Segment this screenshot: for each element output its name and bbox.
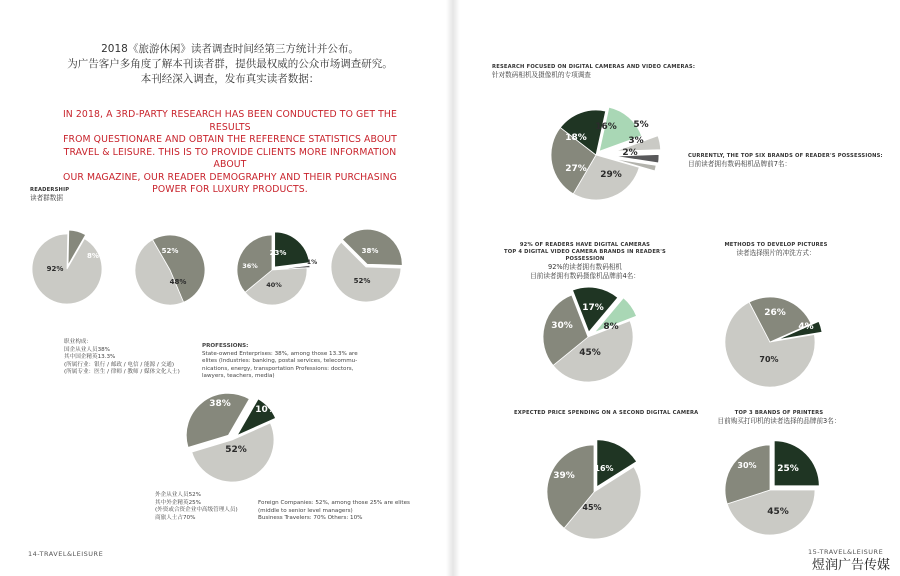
pie-slice-label: 45% — [767, 507, 789, 517]
pie-slice-label: 45% — [582, 503, 602, 512]
methods-title-en: METHODS TO DEVELOP PICTURES — [724, 242, 828, 248]
six-brands-title-zh: 目前读者拥有数码相机品牌前7名： — [688, 160, 792, 168]
pie-slice-label: 26% — [764, 308, 786, 318]
intro-en-line: FROM QUESTIONARE AND OBTAIN THE REFERENCE STATISTICS ABOUT — [63, 134, 397, 145]
pie-slice-label: 16% — [594, 464, 614, 473]
foreign-zh-line: 其中外企精英25% — [155, 499, 201, 506]
pie-slice-label: 2% — [622, 148, 638, 158]
pie-slice-label: 40% — [266, 281, 282, 289]
pie-printer-brands — [725, 441, 819, 535]
intro-en-line: OUR MAGAZINE, OUR READER DEMOGRAPHY AND THEIR PURCHASING — [63, 171, 397, 183]
pie-readership-4 — [331, 229, 402, 302]
intro-en-line: POWER FOR LUXURY PRODUCTS. — [152, 184, 308, 195]
pie-slice-label: 38% — [209, 399, 231, 409]
video-title-en: TOP 4 DIGITAL VIDEO CAMERA BRANDS IN READER'S POSSESSION — [504, 249, 666, 262]
foreign-zh-line: (外资或合资企业中高级管理人员) — [155, 507, 238, 514]
cameras-title-en: RESEARCH FOCUSED ON DIGITAL CAMERAS AND VIDEO CAMERAS: — [492, 64, 696, 70]
readership-title-zh: 读者群数据 — [30, 194, 63, 202]
pie-slice-label: 30% — [737, 461, 757, 470]
video-title-zh: 92%的读者拥有数码相机 — [548, 263, 622, 271]
pie-readership-3 — [237, 232, 317, 305]
video-title-en: 92% OF READERS HAVE DIGITAL CAMERAS — [519, 242, 651, 248]
pie-slice-label: 8% — [603, 322, 619, 332]
pie-develop-methods — [725, 297, 822, 387]
six-brands-title-en: CURRENTLY, THE TOP SIX BRANDS OF READER'S POSSESSIONS: — [688, 153, 883, 159]
foreign-en-line: Foreign Companies: 52%, among those 25% are elites — [258, 500, 410, 506]
pie-video-brands — [543, 287, 636, 382]
professions-line: nications, energy, transportation Professions: doctors, — [202, 365, 354, 372]
pie-slice-label: 70% — [759, 355, 779, 364]
pie-slice-label: 5% — [633, 120, 649, 130]
pie-slice-label: 48% — [169, 278, 187, 286]
pie-readership-1 — [32, 230, 102, 304]
pie-slice-label: 18% — [565, 133, 587, 143]
pie-slice-label: 10% — [255, 405, 277, 415]
intro-zh-line: 本刊经深入调查，发布真实读者数据： — [140, 73, 320, 85]
professions-line: lawyers, teachers, media) — [202, 373, 275, 380]
professions-line: State-owned Enterprises: 38%, among those 13.3% are — [202, 350, 358, 357]
footer-page-left: 14-TRAVEL&LEISURE — [28, 550, 104, 558]
cameras-title-zh: 针对数码相机及摄像机的专项调查 — [492, 71, 591, 79]
pie-slice-label: 36% — [242, 262, 258, 270]
pie-professions — [186, 393, 277, 482]
pie-slice-label: 4% — [798, 322, 814, 332]
pie-slice-label: 45% — [579, 348, 601, 358]
professions-line: elites (Industries: banking, postal services, telecommu- — [202, 358, 358, 365]
career-line: 其中国企精英13.3% — [64, 354, 116, 361]
intro-zh-line: 为广告客户多角度了解本刊读者群，提供最权威的公众市场调查研究。 — [67, 58, 393, 70]
video-title-zh: 目前读者拥有数码摄像机品牌前4名： — [530, 272, 640, 280]
pie-slice-label: 8% — [87, 252, 99, 260]
printers-title-zh: 目前购买打印机的读者选择的品牌前3名： — [717, 417, 841, 425]
pie-slice-label: 27% — [565, 164, 587, 174]
pie-slice-label: 17% — [582, 303, 604, 313]
pie-slice-label: 92% — [46, 265, 64, 273]
career-line: 国企从业人员38% — [64, 346, 110, 353]
pie-slice-label: 39% — [553, 471, 575, 481]
pie-slice-label: 52% — [225, 445, 247, 455]
career-line: 职业构成： — [64, 339, 92, 345]
pie-readership-2 — [135, 235, 205, 305]
pie-slice-label: 30% — [551, 321, 573, 331]
intro-en-line: TRAVEL & LEISURE. THIS IS TO PROVIDE CLIENTS MORE INFORMATION ABOUT — [63, 146, 397, 170]
pie-slice — [32, 234, 102, 304]
readership-title-en: READERSHIP — [30, 187, 70, 193]
pie-slice-label: 29% — [600, 170, 622, 180]
methods-title-zh: 读者选择照片的冲洗方式： — [736, 249, 816, 257]
pie-slice-label: 38% — [361, 247, 379, 255]
price-title-en: EXPECTED PRICE SPENDING ON A SECOND DIGITAL CAMERA — [514, 410, 699, 416]
career-line: (所属行业：银行 / 邮政 / 电信 / 能源 / 交通) — [64, 361, 175, 368]
pie-slice-label: 16% — [595, 122, 617, 132]
intro-en-line: IN 2018, A 3RD-PARTY RESEARCH HAS BEEN CONDUCTED TO GET THE RESULTS — [62, 109, 398, 133]
professions-title: PROFESSIONS: — [202, 343, 249, 349]
pie-slice-label: 25% — [777, 464, 799, 474]
pie-slice-label: 52% — [353, 277, 371, 285]
pie-slice-label: 1% — [306, 259, 318, 266]
footer-page-right: 15-TRAVEL&LEISURE — [808, 548, 884, 556]
pie-slice-label: 23% — [269, 249, 287, 257]
printers-title-en: TOP 3 BRANDS OF PRINTERS — [734, 410, 824, 416]
intro-zh-line: 2018《旅游休闲》读者调查时间经第三方统计并公布。 — [101, 43, 359, 55]
foreign-en-line: (middle to senior level managers) — [258, 507, 353, 514]
foreign-zh-line: 外企从业人员52% — [155, 492, 201, 498]
foreign-zh-line: 商旅人士占70% — [155, 514, 196, 521]
pie-camera-brands — [551, 107, 661, 200]
watermark-text: 煜润广告传媒 — [812, 558, 891, 573]
career-line: (所属专业：医生 / 律师 / 教师 / 媒体文化人士) — [64, 369, 180, 376]
pie-expected-price — [547, 440, 641, 539]
foreign-en-line: Business Travelers: 70% Others: 10% — [258, 515, 363, 522]
pie-slice-label: 52% — [161, 247, 179, 255]
pie-slice-label: 3% — [628, 136, 644, 146]
